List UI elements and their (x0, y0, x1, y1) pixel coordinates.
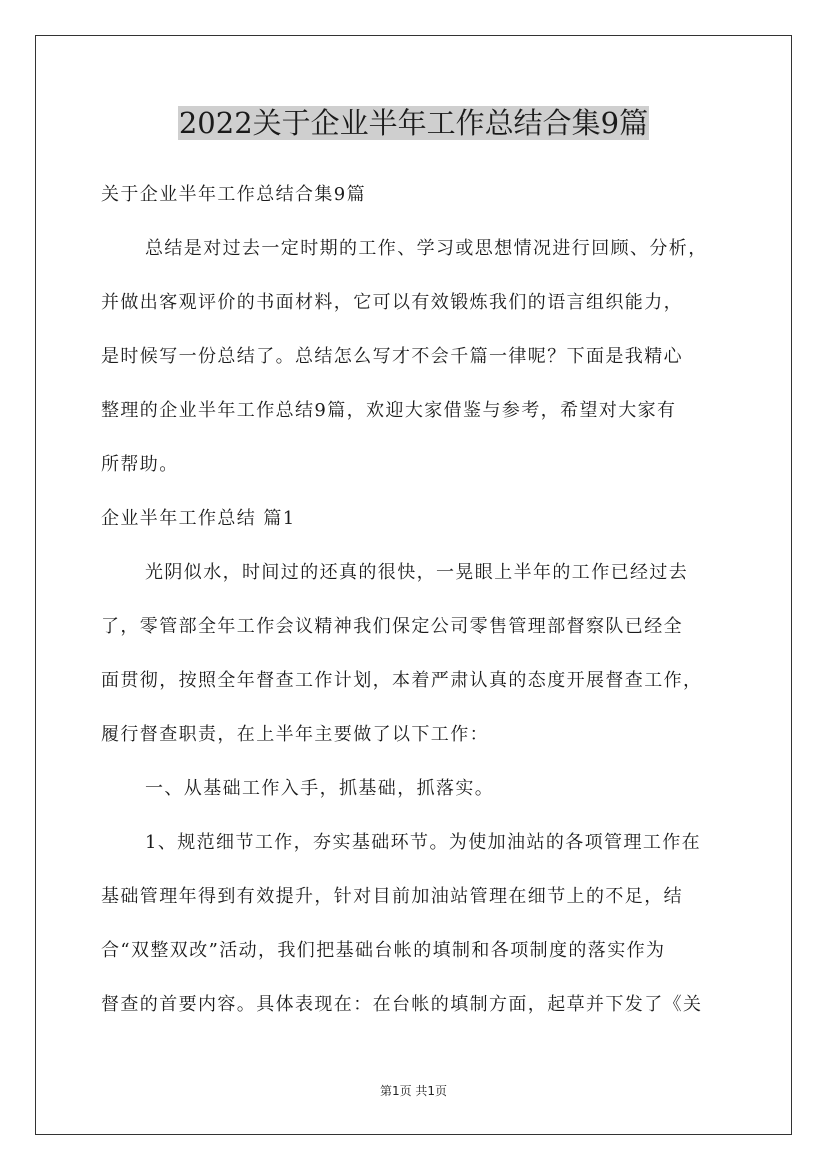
body-line-5: 1、规范细节工作，夯实基础环节。为使加油站的各项管理工作在 (145, 832, 702, 853)
body-line-8: 督查的首要内容。具体表现在：在台帐的填制方面，起草并下发了《关 (101, 994, 703, 1015)
document-title (0, 103, 827, 143)
document-title-text: 2022关于企业半年工作总结合集9篇 (178, 106, 649, 140)
body-line-3: 面贯彻，按照全年督查工作计划，本着严肃认真的态度开展督查工作， (101, 670, 703, 691)
document-subtitle: 关于企业半年工作总结合集9篇 (101, 184, 367, 205)
intro-line-5: 所帮助。 (101, 454, 179, 475)
subsection-heading: 一、从基础工作入手，抓基础，抓落实。 (145, 778, 495, 799)
body-line-4: 履行督查职责，在上半年主要做了以下工作： (101, 724, 489, 745)
intro-line-2: 并做出客观评价的书面材料，它可以有效锻炼我们的语言组织能力， (101, 292, 683, 313)
intro-line-4: 整理的企业半年工作总结9篇，欢迎大家借鉴与参考，希望对大家有 (101, 400, 677, 421)
body-line-6: 基础管理年得到有效提升，针对目前加油站管理在细节上的不足，结 (101, 886, 683, 907)
page-footer: 第1页 共1页 (379, 1084, 448, 1098)
body-line-2: 了，零管部全年工作会议精神我们保定公司零售管理部督察队已经全 (101, 616, 683, 637)
body-line-1: 光阴似水，时间过的还真的很快，一晃眼上半年的工作已经过去 (145, 562, 689, 583)
intro-line-1: 总结是对过去一定时期的工作、学习或思想情况进行回顾、分析， (145, 238, 708, 259)
section-heading: 企业半年工作总结 篇1 (101, 508, 296, 529)
intro-line-3: 是时候写一份总结了。总结怎么写才不会千篇一律呢？下面是我精心 (101, 346, 683, 367)
body-line-7: 合“双整双改”活动，我们把基础台帐的填制和各项制度的落实作为 (101, 940, 666, 961)
